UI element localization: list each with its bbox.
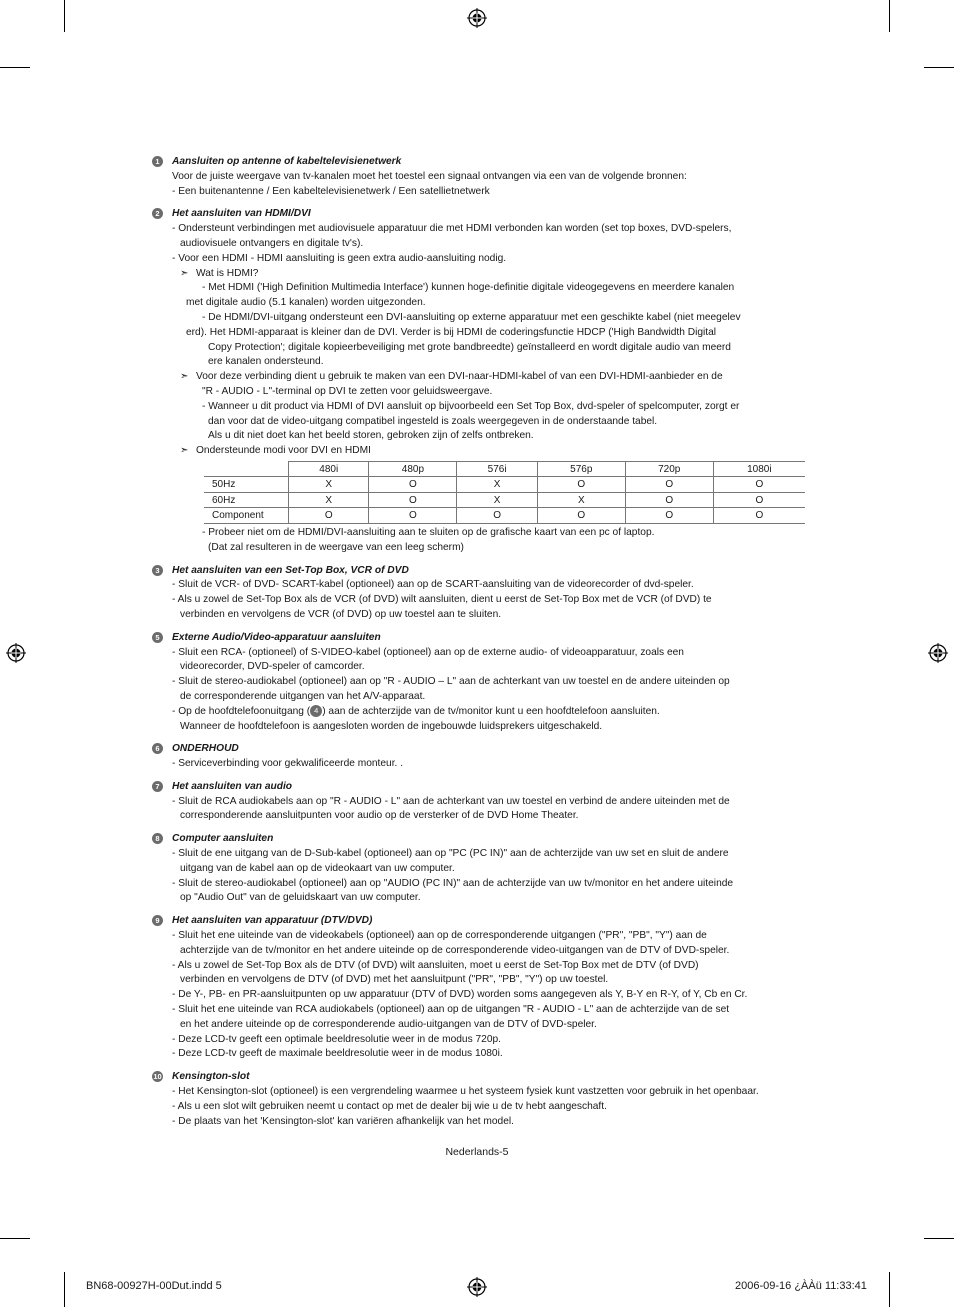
page-number: Nederlands-5 [445, 1146, 509, 1158]
body-text: - Het Kensington-slot (optioneel) is een vergrendeling waarmee u het systeem fysiek kunt vastzetten voor gebruik in het openbaar. [172, 1086, 759, 1098]
note-line [180, 267, 812, 282]
crop-mark [64, 0, 65, 32]
body-text: - Voor een HDMI - HDMI aansluiting is geen extra audio-aansluiting nodig. [172, 252, 507, 264]
table-cell: X [457, 492, 537, 508]
registration-mark-icon [467, 8, 487, 28]
body-text: - De Y-, PB- en PR-aansluitpunten op uw apparatuur (DTV of DVD) worden soms aangegeven als Y, B-Y en R-Y, of Y, Cb en Cr. [172, 989, 748, 1001]
body-text: ere kanalen ondersteund. [208, 356, 324, 368]
table-header-cell: 576i [457, 461, 537, 477]
table-cell: O [625, 508, 713, 524]
body-text: verbinden en vervolgens de DTV (of DVD) met het aansluitpunt ("PR", "PB", "Y") op uw toestel. [180, 974, 609, 986]
table-row [204, 508, 805, 524]
table-header-cell [204, 461, 289, 477]
section-title: Het aansluiten van een Set-Top Box, VCR of DVD [172, 564, 409, 576]
body-text: - Als u een slot wilt gebruiken neemt u contact op met de dealer bij wie u de tv hebt aangeschaft. [172, 1100, 607, 1112]
section-number-badge: 9 [152, 915, 163, 926]
section-antenna [152, 155, 812, 199]
crop-mark [924, 1238, 954, 1239]
table-cell: Component [204, 508, 289, 524]
section-number-badge: 8 [152, 833, 163, 844]
table-cell: O [625, 492, 713, 508]
table-cell: O [713, 492, 805, 508]
print-slug-filename: BN68-00927H-00Dut.indd 5 [86, 1280, 222, 1292]
note-text: Ondersteunde modi voor DVI en HDMI [196, 445, 371, 457]
body-text: - Sluit de stereo-audiokabel (optioneel) aan op "AUDIO (PC IN)" aan de achterzijde van uw tv/monitor en het andere uiteinde [172, 877, 734, 889]
section-kensington [152, 1070, 812, 1129]
body-text: Voor de juiste weergave van tv-kanalen moet het toestel een signaal ontvangen via een van de volgende bronnen: [172, 170, 687, 182]
section-dtv-dvd [152, 914, 812, 1062]
body-text-part: - Op de hoofdtelefoonuitgang ( [172, 705, 311, 717]
table-cell: 60Hz [204, 492, 289, 508]
body-text: dan voor dat de video-uitgang compatibel ingesteld is zoals weergegeven in de onderstaande tabel. [208, 415, 658, 427]
body-text: de corresponderende uitgangen van het A/V-apparaat. [180, 690, 426, 702]
table-header-cell: 480i [289, 461, 369, 477]
body-text: - Als u zowel de Set-Top Box als de DTV (of DVD) wilt aansluiten, moet u eerst de Set-Top Box met de DTV (of DVD) [172, 959, 699, 971]
section-set-top-box [152, 564, 812, 623]
body-text: uitgang van de kabel aan op de videokaart van uw computer. [180, 862, 455, 874]
body-text: corresponderende aansluitpunten voor audio op de versterker of de DVD Home Theater. [180, 810, 579, 822]
table-header-cell: 720p [625, 461, 713, 477]
body-text: (Dat zal resulteren in de weergave van een leeg scherm) [208, 541, 464, 553]
body-text: achterzijde van de tv/monitor en het andere uiteinde op de corresponderende video-uitgangen van de DTV of DVD-speler. [180, 944, 730, 956]
table-cell: O [537, 508, 625, 524]
body-text: erd). Het HDMI-apparaat is kleiner dan de DVI. Verder is bij HDMI de coderingsfunctie HDCP ('High Bandwidth Digital [186, 326, 717, 338]
table-cell: X [289, 477, 369, 493]
body-text: - Probeer niet om de HDMI/DVI-aansluiting aan te sluiten op de grafische kaart van een pc of laptop. [202, 526, 655, 538]
note-arrow-icon: ➣ [180, 445, 189, 457]
section-title: Het aansluiten van audio [172, 780, 293, 792]
body-text: en het andere uiteinde op de corresponderende audio-uitgangen van de DTV of DVD-speler. [180, 1018, 597, 1030]
body-text: - Als u zowel de Set-Top Box als de VCR (of DVD) wilt aansluiten, dient u eerst de Set-Top Box met de VCR (of DVD) te [172, 594, 712, 606]
table-row [204, 477, 805, 493]
body-text: - Wanneer u dit product via HDMI of DVI aansluit op bijvoorbeeld een Set Top Box, dvd-speler of spelcomputer, zorgt er [202, 400, 740, 412]
table-cell: X [457, 477, 537, 493]
body-text: Als u dit niet doet kan het beeld storen, gebroken zijn of zelfs ontbreken. [208, 430, 534, 442]
body-text: - De HDMI/DVI-uitgang ondersteunt een DVI-aansluiting op externe apparatuur met een geschikte kabel (niet meegelev [202, 311, 741, 323]
body-text: "R - AUDIO - L"-terminal op DVI te zetten voor geluidsweergave. [202, 385, 493, 397]
note-line [180, 444, 812, 459]
body-text: - Serviceverbinding voor gekwalificeerde monteur. . [172, 758, 404, 770]
body-text: videorecorder, DVD-speler of camcorder. [180, 661, 365, 673]
section-hdmi-dvi [152, 207, 812, 555]
body-text: - Sluit het ene uiteinde van de videokabels (optioneel) aan op de corresponderende uitgangen ("PR", "PB", "Y") aan de [172, 930, 707, 942]
section-number-badge: 6 [152, 743, 163, 754]
body-text [172, 705, 812, 720]
supported-modes-table [204, 461, 805, 524]
body-text: - Deze LCD-tv geeft de maximale beeldresolutie weer in de modus 1080i. [172, 1048, 503, 1060]
crop-mark [0, 1238, 30, 1239]
body-text: verbinden en vervolgens de VCR (of DVD) op uw toestel aan te sluiten. [180, 608, 502, 620]
body-text-part: ) aan de achterzijde van de tv/monitor kunt u een hoofdtelefoon aansluiten. [322, 705, 660, 717]
body-text: Copy Protection'; digitale kopieerbeveiliging met grote bandbreedte) geïnstalleerd en wordt digitale audio van meerd [208, 341, 731, 353]
crop-mark [924, 67, 954, 68]
section-number-badge: 10 [153, 1072, 162, 1082]
section-computer [152, 832, 812, 906]
section-number-badge: 7 [152, 781, 163, 792]
body-text: - Sluit de stereo-audiokabel (optioneel) aan op "R - AUDIO – L" aan de achterkant van uw toestel en de andere uiteinden op [172, 676, 730, 688]
table-cell: O [289, 508, 369, 524]
body-text: - Sluit de VCR- of DVD- SCART-kabel (optioneel) aan op de SCART-aansluiting van de videorecorder of dvd-speler. [172, 579, 694, 591]
section-title: Kensington-slot [172, 1071, 250, 1083]
section-number-badge: 2 [152, 208, 163, 219]
note-text: Wat is HDMI? [196, 267, 259, 279]
table-cell: X [537, 492, 625, 508]
table-cell: O [457, 508, 537, 524]
body-text: - Sluit een RCA- (optioneel) of S-VIDEO-kabel (optioneel) aan op de externe audio- of videoapparatuur, zoals een [172, 646, 684, 658]
body-text: - Sluit het ene uiteinde van RCA audiokabels (optioneel) aan op de uitgangen "R - AUDIO - L" aan de achterzijde van de set [172, 1004, 730, 1016]
registration-mark-icon [928, 643, 948, 663]
table-row [204, 492, 805, 508]
table-cell: 50Hz [204, 477, 289, 493]
table-cell: O [713, 477, 805, 493]
registration-mark-icon [6, 643, 26, 663]
table-header-cell: 480p [369, 461, 457, 477]
body-text: - Met HDMI ('High Definition Multimedia Interface') kunnen hoge-definitie digitale videogegevens en meerdere kanalen [202, 282, 735, 294]
body-text: - Een buitenantenne / Een kabeltelevisienetwerk / Een satellietnetwerk [172, 185, 490, 197]
table-cell: X [289, 492, 369, 508]
section-title: Aansluiten op antenne of kabeltelevisienetwerk [172, 156, 402, 167]
table-cell: O [625, 477, 713, 493]
table-header-cell: 576p [537, 461, 625, 477]
table-cell: O [369, 508, 457, 524]
section-title: ONDERHOUD [172, 743, 239, 755]
registration-mark-icon [467, 1277, 487, 1297]
body-text: audiovisuele ontvangers en digitale tv's). [180, 237, 364, 249]
section-audio [152, 780, 812, 824]
table-cell: O [713, 508, 805, 524]
table-header-cell: 1080i [713, 461, 805, 477]
note-arrow-icon: ➣ [180, 267, 189, 279]
body-text: op "Audio Out" van de geluidskaart van uw computer. [180, 892, 421, 904]
section-number-badge: 1 [152, 156, 163, 167]
body-text: - Deze LCD-tv geeft een optimale beeldresolutie weer in de modus 720p. [172, 1033, 502, 1045]
table-cell: O [537, 477, 625, 493]
table-header-row [204, 461, 805, 477]
section-number-badge: 5 [152, 632, 163, 643]
crop-mark [64, 1272, 65, 1307]
section-title: Externe Audio/Video-apparatuur aansluiten [172, 631, 381, 643]
body-text: met digitale audio (5.1 kanalen) worden uitgezonden. [186, 297, 426, 309]
print-slug-timestamp: 2006-09-16 ¿ÀÀü 11:33:41 [735, 1280, 867, 1292]
section-title: Het aansluiten van HDMI/DVI [172, 208, 311, 220]
crop-mark [889, 1272, 890, 1307]
manual-content [152, 155, 812, 1137]
note-line [180, 370, 812, 385]
note-arrow-icon: ➣ [180, 371, 189, 383]
section-title: Computer aansluiten [172, 833, 274, 845]
section-title: Het aansluiten van apparatuur (DTV/DVD) [172, 915, 373, 927]
crop-mark [889, 0, 890, 32]
table-cell: O [369, 477, 457, 493]
body-text: - Sluit de ene uitgang van de D-Sub-kabel (optioneel) aan op "PC (PC IN)" aan de achterzijde van uw set en sluit de andere [172, 848, 729, 860]
body-text: - Sluit de RCA audiokabels aan op "R - AUDIO - L" aan de achterkant van uw toestel en verbind de andere uiteinden met de [172, 795, 730, 807]
note-text: Voor deze verbinding dient u gebruik te maken van een DVI-naar-HDMI-kabel of van een DVI-HDMI-aanbieder en de [196, 371, 723, 383]
section-external-av [152, 631, 812, 735]
body-text: - Ondersteunt verbindingen met audiovisuele apparatuur die met HDMI verbonden kan worden (set top boxes, DVD-spelers, [172, 223, 732, 235]
section-number-badge: 3 [152, 565, 163, 576]
body-text: - De plaats van het 'Kensington-slot' kan variëren afhankelijk van het model. [172, 1115, 514, 1127]
crop-mark [0, 67, 30, 68]
table-cell: O [369, 492, 457, 508]
inline-number-badge: 4 [310, 705, 322, 717]
section-maintenance [152, 742, 812, 772]
body-text: Wanneer de hoofdtelefoon is aangesloten worden de ingebouwde luidsprekers uitgeschakeld. [180, 720, 603, 732]
